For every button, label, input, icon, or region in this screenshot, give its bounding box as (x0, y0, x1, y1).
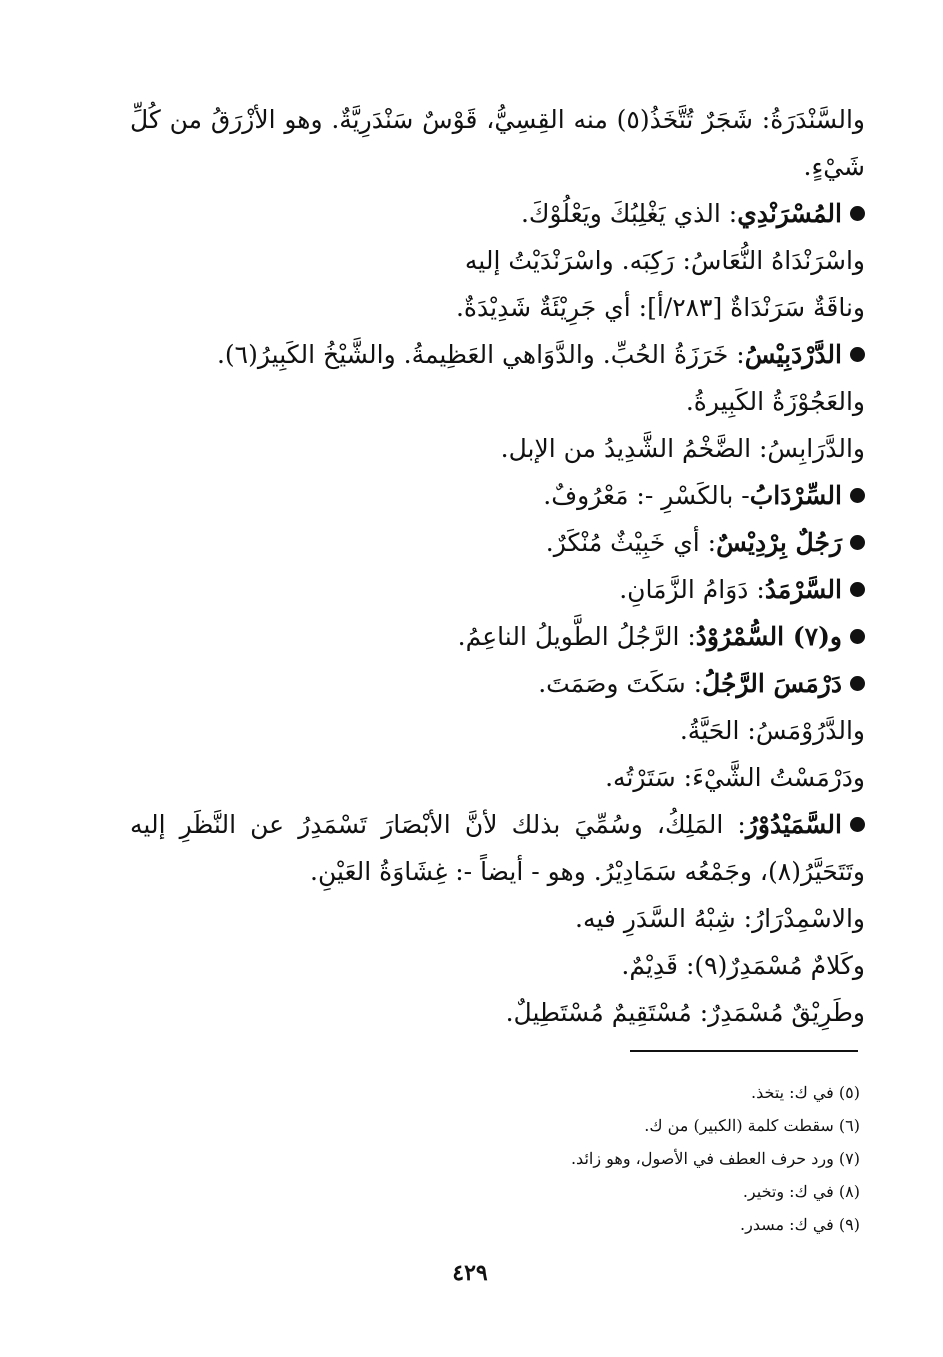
text-line (130, 848, 865, 895)
footnote: (٨) في ك: وتخير. (742, 1182, 860, 1201)
footnote: (٩) في ك: مسدر. (740, 1215, 860, 1234)
line-text: : الرَّجُلُ الطَّويلُ الناعِمُ. (457, 622, 696, 651)
line-text: : دَوَامُ الزَّمَانِ. (619, 575, 765, 604)
line-text: والاسْمِدْرَارُ: شِبْهُ السَّدَرِ فيه. (575, 904, 865, 933)
text-line (130, 378, 865, 425)
line-text: وتَتَحَيَّرُ(٨)، وجَمْعُه سَمَادِيْرُ. وهو - أيضاً -: غِشَاوَةُ العَيْنِ. (310, 857, 865, 886)
footnote-divider (630, 1050, 858, 1052)
line-text: وناقَةٌ سَرَنْدَاةٌ [٢٨٣/أ]: أي جَرِيْئَةٌ شَدِيْدَةٌ. (455, 293, 865, 322)
text-line (130, 989, 865, 1036)
line-text: والدَّرَابِسُ: الضَّخْمُ الشَّدِيدُ من الإبل. (500, 434, 865, 463)
line-text: وكَلامٌ مُسْمَدِرٌ(٩): قَدِيْمٌ. (621, 951, 865, 980)
entry-headword: دَرْمَسَ الرَّجُلُ (702, 669, 842, 698)
line-text: والعَجُوْزَةُ الكَبِيرةُ. (685, 387, 865, 416)
entry-line (130, 472, 865, 519)
footnote: (٧) ورد حرف العطف في الأصول، وهو زائد. (570, 1149, 860, 1168)
text-line (130, 425, 865, 472)
text-line (130, 143, 865, 190)
footnote: (٦) سقطت كلمة (الكبير) من ك. (644, 1116, 860, 1135)
line-text: : الذي يَغْلِبُكَ ويَعْلُوْكَ. (520, 199, 738, 228)
bullet-icon (850, 535, 865, 550)
line-text: واسْرَنْدَاهُ النُّعَاسُ: رَكِبَه. واسْرَنْدَيْتُ إليه (464, 246, 865, 275)
entry-line (130, 331, 865, 378)
footnote: (٥) في ك: يتخذ. (751, 1083, 860, 1102)
entry-line (130, 613, 865, 660)
line-text: : سَكَتَ وصَمَتَ. (538, 669, 703, 698)
line-text: : المَلِكُ، وسُمِّيَ بذلك لأنَّ الأبْصَارَ تَسْمَدِرُ عن النَّظَرِ إليه (130, 810, 746, 839)
footnotes (300, 1076, 860, 1241)
line-text: شَيْءٍ. (803, 152, 865, 181)
line-text: : خَرَزَةُ الحُبِّ. والدَّوَاهي العَظِيمةُ. والشَّيْخُ الكَبِيرُ(٦). (216, 340, 745, 369)
text-line (130, 754, 865, 801)
main-text (130, 96, 865, 1036)
entry-headword: الدَّرْدَبِيْسُ (744, 340, 842, 369)
bullet-icon (850, 676, 865, 691)
bullet-icon (850, 629, 865, 644)
entry-headword: رَجُلٌ بِرْدِيْسٌ (716, 528, 842, 557)
bullet-icon (850, 817, 865, 832)
bullet-icon (850, 347, 865, 362)
entry-headword: السَّرْمَدُ (764, 575, 842, 604)
line-text: وطَرِيْقٌ مُسْمَدِرٌ: مُسْتَقِيمٌ مُسْتَطِيلٌ. (505, 998, 865, 1027)
entry-headword: و(٧) السُّمْرُوْدُ (695, 622, 842, 651)
bullet-icon (850, 582, 865, 597)
entry-line (130, 566, 865, 613)
text-line (130, 237, 865, 284)
page-number: ٤٢٩ (452, 1260, 488, 1286)
text-line (130, 895, 865, 942)
line-text: - بالكَسْرِ -: مَعْرُوفٌ. (543, 481, 750, 510)
text-line (130, 942, 865, 989)
entry-headword: المُسْرَنْدِي (737, 199, 842, 228)
entry-line (130, 519, 865, 566)
entry-line (130, 660, 865, 707)
entry-line (130, 190, 865, 237)
line-text: ودَرْمَسْتُ الشَّيْءَ: سَتَرْتُه. (605, 763, 865, 792)
line-text: : أي خَبِيْثٌ مُنْكَرٌ. (545, 528, 717, 557)
bullet-icon (850, 488, 865, 503)
line-text: والدَّرُوْمَسُ: الحَيَّةُ. (679, 716, 865, 745)
text-line (130, 96, 865, 143)
entry-line (130, 801, 865, 848)
bullet-icon (850, 206, 865, 221)
line-text: والسَّنْدَرَةُ: شَجَرٌ تُتَّخَذُ(٥) منه القِسِيُّ، قَوْسٌ سَنْدَرِيَّةٌ. وهو الأزْرَقُ من كُلِّ (130, 105, 865, 134)
entry-headword: السِّرْدَابُ (749, 481, 842, 510)
text-line (130, 284, 865, 331)
text-line (130, 707, 865, 754)
entry-headword: السَّمَيْدُوْرُ (745, 810, 842, 839)
